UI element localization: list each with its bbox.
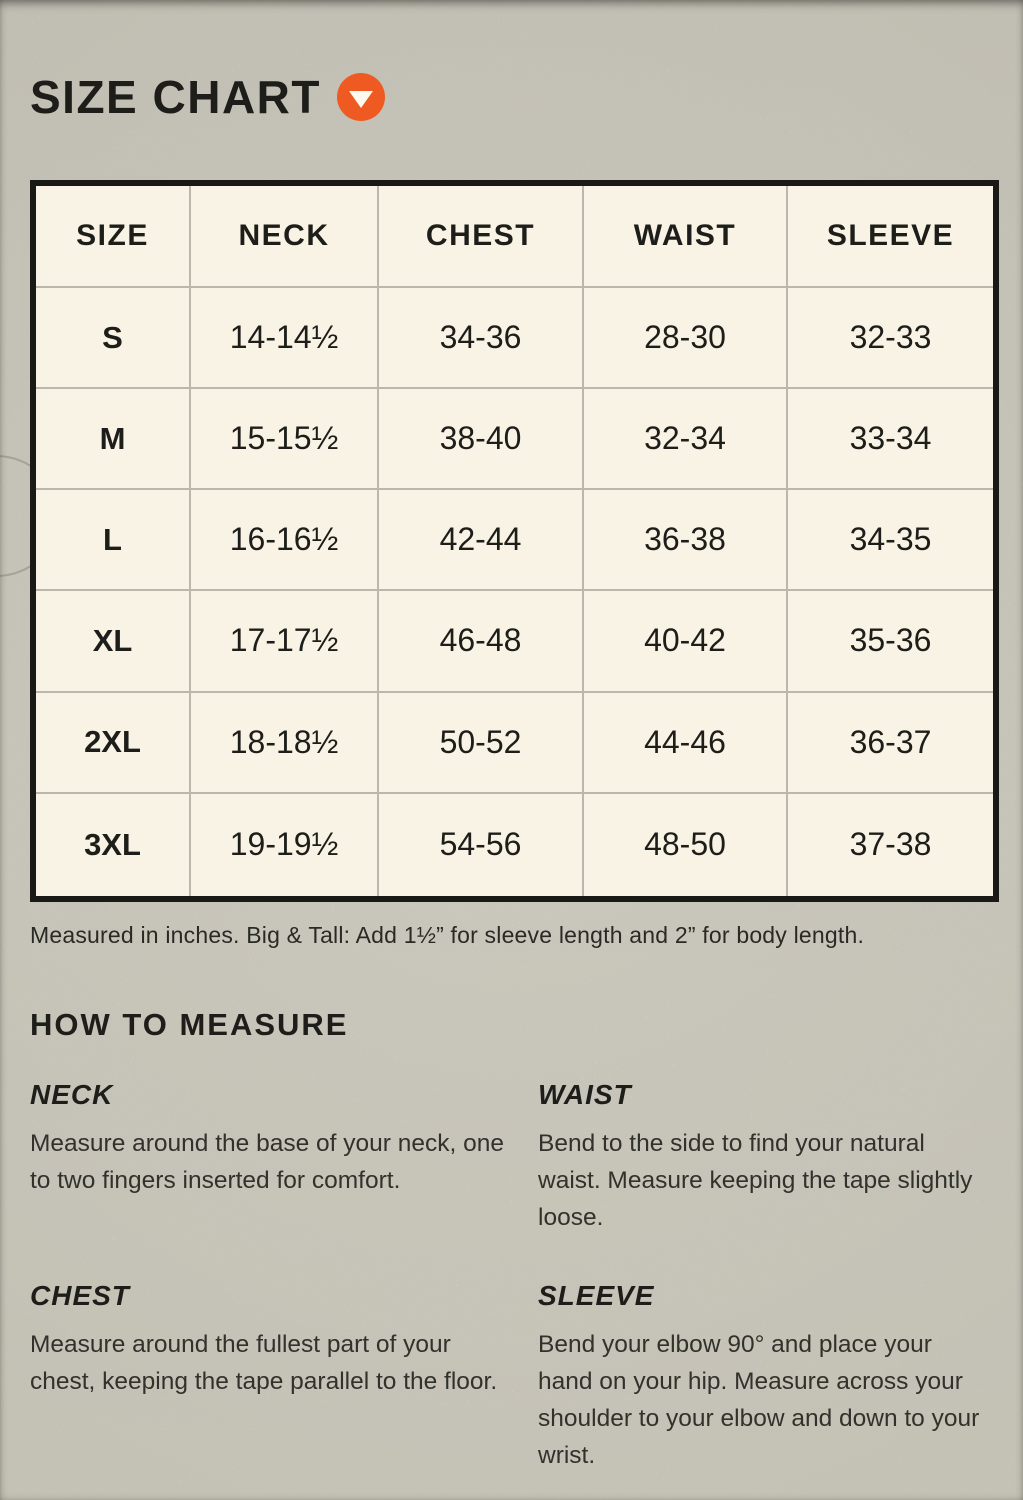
- value-cell: 19-19½: [190, 793, 378, 899]
- measure-text: Bend your elbow 90° and place your hand on your hip. Measure across your shoulder to your elbow and down to your wrist.: [538, 1331, 980, 1469]
- value-cell: 16-16½: [190, 489, 378, 590]
- value-cell: 44-46: [583, 692, 787, 793]
- size-cell: XL: [33, 590, 190, 691]
- chevron-down-icon: [349, 91, 373, 108]
- measure-text: Measure around the fullest part of your chest, keeping the tape parallel to the floor.: [30, 1331, 498, 1395]
- col-header-chest: CHEST: [378, 183, 583, 287]
- measure-section-waist: [538, 1079, 993, 1236]
- value-cell: 37-38: [787, 793, 996, 899]
- value-cell: 36-38: [583, 489, 787, 590]
- table-row: [33, 692, 996, 793]
- page-header: [30, 0, 993, 124]
- table-header-row: [33, 183, 996, 287]
- size-cell: L: [33, 489, 190, 590]
- value-cell: 42-44: [378, 489, 583, 590]
- value-cell: 38-40: [378, 388, 583, 489]
- table-row: [33, 793, 996, 899]
- size-cell: 3XL: [33, 793, 190, 899]
- size-cell: S: [33, 287, 190, 388]
- size-cell: 2XL: [33, 692, 190, 793]
- measure-label: SLEEVE: [538, 1280, 655, 1311]
- value-cell: 54-56: [378, 793, 583, 899]
- page-title: SIZE CHART: [30, 71, 321, 123]
- table-row: [33, 590, 996, 691]
- value-cell: 34-35: [787, 489, 996, 590]
- value-cell: 32-34: [583, 388, 787, 489]
- value-cell: 33-34: [787, 388, 996, 489]
- measure-section-chest: [30, 1280, 508, 1474]
- value-cell: 15-15½: [190, 388, 378, 489]
- measure-text: Measure around the base of your neck, one to two fingers inserted for comfort.: [30, 1130, 504, 1194]
- measure-label: WAIST: [538, 1079, 632, 1110]
- value-cell: 28-30: [583, 287, 787, 388]
- value-cell: 40-42: [583, 590, 787, 691]
- value-cell: 14-14½: [190, 287, 378, 388]
- value-cell: 35-36: [787, 590, 996, 691]
- value-cell: 36-37: [787, 692, 996, 793]
- col-header-neck: NECK: [190, 183, 378, 287]
- size-cell: M: [33, 388, 190, 489]
- measure-section-neck: [30, 1079, 508, 1236]
- col-header-sleeve: SLEEVE: [787, 183, 996, 287]
- col-header-waist: WAIST: [583, 183, 787, 287]
- measure-sections: [30, 1079, 993, 1474]
- measure-section-sleeve: [538, 1280, 993, 1474]
- table-row: [33, 388, 996, 489]
- measure-text: Bend to the side to find your natural waist. Measure keeping the tape slightly loose.: [538, 1130, 973, 1231]
- table-row: [33, 287, 996, 388]
- col-header-size: SIZE: [33, 183, 190, 287]
- value-cell: 18-18½: [190, 692, 378, 793]
- how-to-measure-heading: HOW TO MEASURE: [30, 1007, 349, 1042]
- table-row: [33, 489, 996, 590]
- value-cell: 32-33: [787, 287, 996, 388]
- table-footnote: Measured in inches. Big & Tall: Add 1½” for sleeve length and 2” for body length.: [30, 922, 865, 948]
- measure-label: CHEST: [30, 1280, 130, 1311]
- value-cell: 17-17½: [190, 590, 378, 691]
- value-cell: 50-52: [378, 692, 583, 793]
- size-table: [30, 180, 999, 902]
- value-cell: 48-50: [583, 793, 787, 899]
- value-cell: 34-36: [378, 287, 583, 388]
- value-cell: 46-48: [378, 590, 583, 691]
- measure-label: NECK: [30, 1079, 114, 1110]
- collapse-toggle-button[interactable]: [337, 73, 385, 121]
